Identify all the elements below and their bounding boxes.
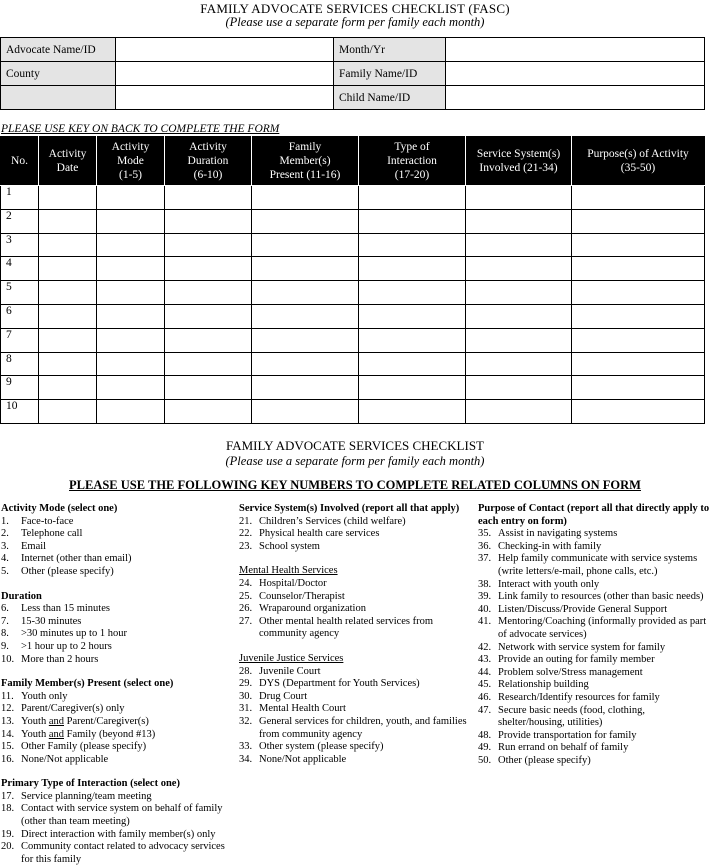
activity-cell[interactable]: [39, 233, 97, 257]
row-number: 6: [1, 304, 39, 328]
key-number: 30.: [239, 690, 253, 702]
activity-cell[interactable]: [165, 186, 252, 210]
activity-cell[interactable]: [572, 376, 705, 400]
activity-cell[interactable]: [165, 376, 252, 400]
key-number: 6.: [1, 603, 9, 615]
key-item: [1, 628, 233, 641]
key-text: Other Family (please specify): [21, 741, 147, 753]
activity-cell[interactable]: [97, 304, 165, 328]
activity-cell[interactable]: [252, 376, 359, 400]
key-number: 46.: [478, 691, 492, 703]
key-text: Email: [21, 540, 47, 552]
activity-cell[interactable]: [97, 186, 165, 210]
reference-subtitle: (Please use a separate form per family each month): [225, 454, 485, 468]
key-item: [1, 616, 233, 629]
activity-cell[interactable]: [572, 328, 705, 352]
activity-cell[interactable]: [572, 257, 705, 281]
key-item: [239, 591, 471, 604]
key-item: [239, 716, 471, 741]
header-info-table: [0, 37, 705, 110]
key-number: 13.: [1, 715, 15, 727]
key-item: [478, 616, 710, 641]
activity-row: [1, 352, 705, 376]
key-text-part: and: [48, 728, 64, 740]
county-field[interactable]: [116, 62, 334, 86]
activity-row: [1, 304, 705, 328]
activity-cell[interactable]: [466, 304, 572, 328]
key-number: 9.: [1, 640, 9, 652]
column-header: Purpose(s) of Activity (35-50): [572, 137, 705, 186]
activity-cell[interactable]: [466, 281, 572, 305]
activity-cell[interactable]: [466, 400, 572, 424]
key-number: 11.: [1, 690, 14, 702]
activity-cell[interactable]: [97, 257, 165, 281]
key-text: >1 hour up to 2 hours: [21, 640, 112, 652]
activity-cell[interactable]: [466, 186, 572, 210]
child-field[interactable]: [446, 86, 705, 110]
key-text: General services for children, youth, and families from community agency: [259, 715, 467, 740]
key-item: [1, 691, 233, 704]
key-text: Relationship building: [498, 679, 589, 691]
key-number: 41.: [478, 616, 492, 628]
activity-cell[interactable]: [97, 209, 165, 233]
family-members-heading: Family Member(s) Present (select one): [1, 678, 174, 690]
activity-cell[interactable]: [359, 376, 466, 400]
key-item: [1, 754, 233, 767]
county-label: County: [1, 62, 116, 86]
activity-cell[interactable]: [252, 281, 359, 305]
key-number: 43.: [478, 654, 492, 666]
key-number: 40.: [478, 603, 492, 615]
interaction-list: [1, 791, 233, 866]
activity-cell[interactable]: [165, 281, 252, 305]
row-number: 5: [1, 281, 39, 305]
form-title: FAMILY ADVOCATE SERVICES CHECKLIST (FASC): [200, 1, 510, 16]
key-column-3: [478, 503, 710, 767]
activity-cell[interactable]: [165, 304, 252, 328]
key-item: [1, 841, 233, 866]
key-number: 5.: [1, 565, 9, 577]
key-text-part: Parent/Caregiver(s): [64, 715, 149, 727]
activity-row: [1, 400, 705, 424]
key-item: [1, 541, 233, 554]
service-systems-heading: Service System(s) Involved (report all that apply): [239, 503, 460, 514]
key-item: [478, 679, 710, 692]
activity-cell[interactable]: [466, 233, 572, 257]
key-number: 37.: [478, 553, 492, 565]
key-item: [239, 703, 471, 716]
activity-cell[interactable]: [39, 376, 97, 400]
row-number: 1: [1, 186, 39, 210]
key-text: Service planning/team meeting: [21, 790, 152, 802]
key-number: 18.: [1, 803, 15, 815]
month-label: Month/Yr: [334, 38, 446, 62]
activity-row: [1, 281, 705, 305]
key-text: Youth only: [21, 690, 68, 702]
interaction-heading: Primary Type of Interaction (select one): [1, 778, 180, 790]
key-text: Contact with service system on behalf of family (other than team meeting): [21, 803, 223, 828]
key-column-2: [239, 503, 471, 766]
row-number: 2: [1, 209, 39, 233]
activity-cell[interactable]: [97, 376, 165, 400]
key-number: 49.: [478, 742, 492, 754]
activity-mode-list: [1, 516, 233, 579]
key-text: Internet (other than email): [21, 553, 132, 565]
key-number: 32.: [239, 715, 253, 727]
activity-cell[interactable]: [39, 328, 97, 352]
blank-field[interactable]: [116, 86, 334, 110]
key-text: Mentoring/Coaching (informally provided as part of advocate services): [498, 616, 707, 640]
key-item: [1, 528, 233, 541]
key-item: [478, 692, 710, 705]
activity-cell[interactable]: [359, 400, 466, 424]
key-text: Drug Court: [259, 690, 308, 702]
activity-cell[interactable]: [359, 304, 466, 328]
key-item: [478, 591, 710, 604]
key-text: Interact with youth only: [498, 578, 600, 590]
key-text: Hospital/Doctor: [259, 577, 327, 589]
activity-cell[interactable]: [572, 400, 705, 424]
activity-cell[interactable]: [359, 257, 466, 281]
key-text: Other mental health related services from community agency: [259, 615, 434, 640]
activity-cell[interactable]: [39, 209, 97, 233]
activity-cell[interactable]: [252, 186, 359, 210]
activity-cell[interactable]: [466, 352, 572, 376]
key-item: [478, 541, 710, 554]
blank-label: [1, 86, 116, 110]
key-item: [1, 654, 233, 667]
key-text: 15-30 minutes: [21, 615, 82, 627]
activity-cell[interactable]: [165, 233, 252, 257]
activity-cell[interactable]: [165, 328, 252, 352]
key-text: Checking-in with family: [498, 540, 602, 552]
key-text: Juvenile Court: [259, 665, 321, 677]
activity-cell[interactable]: [97, 328, 165, 352]
activity-cell[interactable]: [572, 233, 705, 257]
activity-cell[interactable]: [252, 400, 359, 424]
key-text: Network with service system for family: [498, 641, 666, 653]
key-number: 44.: [478, 666, 492, 678]
activity-table: [0, 136, 705, 424]
key-number: 3.: [1, 540, 9, 552]
family-label: Family Name/ID: [334, 62, 446, 86]
juvenile-justice-list: [239, 666, 471, 767]
key-number: 4.: [1, 553, 9, 565]
key-number: 20.: [1, 841, 15, 853]
key-text: Physical health care services: [259, 528, 380, 540]
activity-row: [1, 376, 705, 400]
key-item: [478, 642, 710, 655]
key-item: [1, 703, 233, 716]
key-number: 21.: [239, 515, 253, 527]
key-text: Assist in navigating systems: [498, 528, 618, 540]
key-text-part: Family (beyond #13): [64, 728, 156, 740]
key-number: 23.: [239, 540, 253, 552]
column-header: Activity Date: [39, 137, 97, 186]
key-item: [1, 516, 233, 529]
key-item: [478, 654, 710, 667]
key-item: [478, 755, 710, 768]
key-text: Wraparound organization: [259, 603, 366, 615]
key-column-1: [1, 503, 233, 866]
key-text: Parent/Caregiver(s) only: [21, 703, 125, 715]
key-item: [1, 603, 233, 616]
activity-cell[interactable]: [252, 304, 359, 328]
key-number: 27.: [239, 615, 253, 627]
activity-cell[interactable]: [97, 233, 165, 257]
key-item: [239, 603, 471, 616]
key-text: DYS (Department for Youth Services): [259, 678, 420, 690]
key-item: [239, 528, 471, 541]
key-number: 16.: [1, 753, 15, 765]
key-item: [1, 791, 233, 804]
activity-cell[interactable]: [359, 352, 466, 376]
activity-cell[interactable]: [359, 209, 466, 233]
activity-cell[interactable]: [572, 304, 705, 328]
activity-row: [1, 328, 705, 352]
key-item: [1, 729, 233, 742]
activity-cell[interactable]: [359, 281, 466, 305]
activity-cell[interactable]: [39, 304, 97, 328]
key-note: PLEASE USE KEY ON BACK TO COMPLETE THE FORM: [1, 123, 280, 135]
activity-cell[interactable]: [572, 281, 705, 305]
key-item: [1, 716, 233, 729]
key-number: 38.: [478, 578, 492, 590]
key-number: 2.: [1, 528, 9, 540]
activity-cell[interactable]: [359, 186, 466, 210]
duration-heading: Duration: [1, 590, 42, 602]
key-number: 31.: [239, 703, 253, 715]
activity-cell[interactable]: [39, 352, 97, 376]
key-item: [239, 691, 471, 704]
form-subtitle: (Please use a separate form per family each month): [225, 15, 485, 29]
key-text: Provide an outing for family member: [498, 654, 655, 666]
activity-cell[interactable]: [572, 352, 705, 376]
row-number: 10: [1, 400, 39, 424]
key-number: 35.: [478, 528, 492, 540]
key-number: 17.: [1, 790, 15, 802]
activity-cell[interactable]: [165, 400, 252, 424]
service-systems-list: [239, 516, 471, 554]
key-item: [1, 566, 233, 579]
key-text: [21, 729, 233, 742]
activity-cell[interactable]: [252, 209, 359, 233]
key-number: 14.: [1, 728, 15, 740]
key-text: Other (please specify): [498, 754, 591, 766]
advocate-label: Advocate Name/ID: [1, 38, 116, 62]
key-item: [478, 604, 710, 617]
activity-cell[interactable]: [97, 400, 165, 424]
key-item: [239, 666, 471, 679]
activity-cell[interactable]: [165, 352, 252, 376]
key-text: Face-to-face: [21, 515, 74, 527]
key-text: Problem solve/Stress management: [498, 666, 643, 678]
mental-health-list: [239, 578, 471, 641]
key-item: [478, 705, 710, 730]
key-text-part: and: [48, 715, 64, 727]
key-number: 8.: [1, 628, 9, 640]
key-text-part: Youth: [21, 715, 49, 727]
row-number: 3: [1, 233, 39, 257]
key-item: [239, 678, 471, 691]
key-number: 29.: [239, 678, 253, 690]
key-item: [1, 641, 233, 654]
key-item: [478, 667, 710, 680]
key-number: 47.: [478, 704, 492, 716]
key-text: Telephone call: [21, 528, 83, 540]
key-item: [478, 730, 710, 743]
activity-cell[interactable]: [252, 352, 359, 376]
key-number: 26.: [239, 603, 253, 615]
juvenile-justice-heading: Juvenile Justice Services: [239, 652, 344, 664]
key-text: Children’s Services (child welfare): [259, 515, 406, 527]
key-text: More than 2 hours: [21, 653, 99, 665]
key-text: Other (please specify): [21, 565, 114, 577]
activity-mode-heading: Activity Mode (select one): [1, 503, 118, 514]
row-number: 9: [1, 376, 39, 400]
activity-row: [1, 209, 705, 233]
key-text: Other system (please specify): [259, 741, 384, 753]
key-number: 34.: [239, 753, 253, 765]
activity-cell[interactable]: [97, 352, 165, 376]
activity-row: [1, 233, 705, 257]
activity-cell[interactable]: [252, 328, 359, 352]
key-number: 24.: [239, 577, 253, 589]
key-number: 19.: [1, 828, 15, 840]
key-text: Less than 15 minutes: [21, 603, 110, 615]
key-number: 33.: [239, 741, 253, 753]
key-text: Community contact related to advocacy services for this family: [21, 841, 225, 865]
activity-cell[interactable]: [165, 257, 252, 281]
activity-cell[interactable]: [466, 257, 572, 281]
key-text: None/Not applicable: [259, 753, 347, 765]
key-number: 50.: [478, 754, 492, 766]
key-text: Secure basic needs (food, clothing, shelter/housing, utilities): [498, 704, 645, 729]
activity-row: [1, 186, 705, 210]
key-item: [478, 742, 710, 755]
family-members-list: [1, 691, 233, 767]
column-header: Activity Mode (1-5): [97, 137, 165, 186]
activity-cell[interactable]: [39, 281, 97, 305]
key-number: 12.: [1, 703, 15, 715]
key-text: Listen/Discuss/Provide General Support: [498, 603, 668, 615]
key-item: [1, 741, 233, 754]
activity-cell[interactable]: [359, 233, 466, 257]
key-item: [239, 578, 471, 591]
column-header: Service System(s) Involved (21-34): [466, 137, 572, 186]
key-item: [478, 579, 710, 592]
activity-cell[interactable]: [39, 400, 97, 424]
activity-cell[interactable]: [572, 186, 705, 210]
key-text: [21, 716, 233, 729]
mental-health-heading: Mental Health Services: [239, 565, 338, 577]
key-number: 10.: [1, 653, 15, 665]
activity-cell[interactable]: [39, 186, 97, 210]
activity-cell[interactable]: [359, 328, 466, 352]
key-text: None/Not applicable: [21, 753, 109, 765]
key-text: Provide transportation for family: [498, 729, 637, 741]
column-header: No.: [1, 137, 39, 186]
activity-cell[interactable]: [572, 209, 705, 233]
key-number: 22.: [239, 528, 253, 540]
key-number: 48.: [478, 729, 492, 741]
row-number: 7: [1, 328, 39, 352]
key-instruction: PLEASE USE THE FOLLOWING KEY NUMBERS TO COMPLETE RELATED COLUMNS ON FORM: [69, 478, 641, 492]
key-text-part: Youth: [21, 728, 49, 740]
key-item: [1, 829, 233, 842]
key-text: Counselor/Therapist: [259, 590, 345, 602]
row-number: 8: [1, 352, 39, 376]
key-number: 25.: [239, 590, 253, 602]
row-number: 4: [1, 257, 39, 281]
key-item: [239, 616, 471, 641]
key-item: [239, 754, 471, 767]
key-number: 36.: [478, 540, 492, 552]
key-number: 45.: [478, 679, 492, 691]
activity-cell[interactable]: [466, 328, 572, 352]
purpose-heading: Purpose of Contact (report all that directly apply to each entry on form): [478, 503, 710, 527]
key-number: 28.: [239, 665, 253, 677]
key-item: [478, 553, 710, 578]
activity-row: [1, 257, 705, 281]
activity-cell[interactable]: [252, 257, 359, 281]
column-header: Family Member(s) Present (11-16): [252, 137, 359, 186]
column-header: Type of Interaction (17-20): [359, 137, 466, 186]
key-item: [239, 541, 471, 554]
key-number: 42.: [478, 641, 492, 653]
key-text: Link family to resources (other than basic needs): [498, 591, 704, 603]
purpose-list: [478, 528, 710, 767]
activity-cell[interactable]: [252, 233, 359, 257]
key-text: Direct interaction with family member(s) only: [21, 828, 216, 840]
column-header: Activity Duration (6-10): [165, 137, 252, 186]
key-number: 15.: [1, 741, 15, 753]
key-number: 39.: [478, 591, 492, 603]
activity-cell[interactable]: [466, 376, 572, 400]
activity-cell[interactable]: [466, 209, 572, 233]
month-field[interactable]: [446, 38, 705, 62]
key-text: Help family communicate with service systems (write letters/e-mail, phone calls, etc.): [498, 553, 698, 577]
activity-cell[interactable]: [97, 281, 165, 305]
key-item: [1, 803, 233, 828]
key-number: 7.: [1, 615, 9, 627]
reference-title: FAMILY ADVOCATE SERVICES CHECKLIST: [225, 438, 485, 453]
key-item: [478, 528, 710, 541]
key-text: Research/Identify resources for family: [498, 691, 660, 703]
key-item: [239, 516, 471, 529]
activity-cell[interactable]: [39, 257, 97, 281]
family-field[interactable]: [446, 62, 705, 86]
key-item: [239, 741, 471, 754]
key-text: Mental Health Court: [259, 703, 346, 715]
duration-list: [1, 603, 233, 666]
activity-cell[interactable]: [165, 209, 252, 233]
advocate-field[interactable]: [116, 38, 334, 62]
key-number: 1.: [1, 515, 9, 527]
key-text: >30 minutes up to 1 hour: [21, 628, 127, 640]
key-item: [1, 553, 233, 566]
key-text: Run errand on behalf of family: [498, 742, 629, 754]
child-label: Child Name/ID: [334, 86, 446, 110]
key-text: School system: [259, 540, 320, 552]
